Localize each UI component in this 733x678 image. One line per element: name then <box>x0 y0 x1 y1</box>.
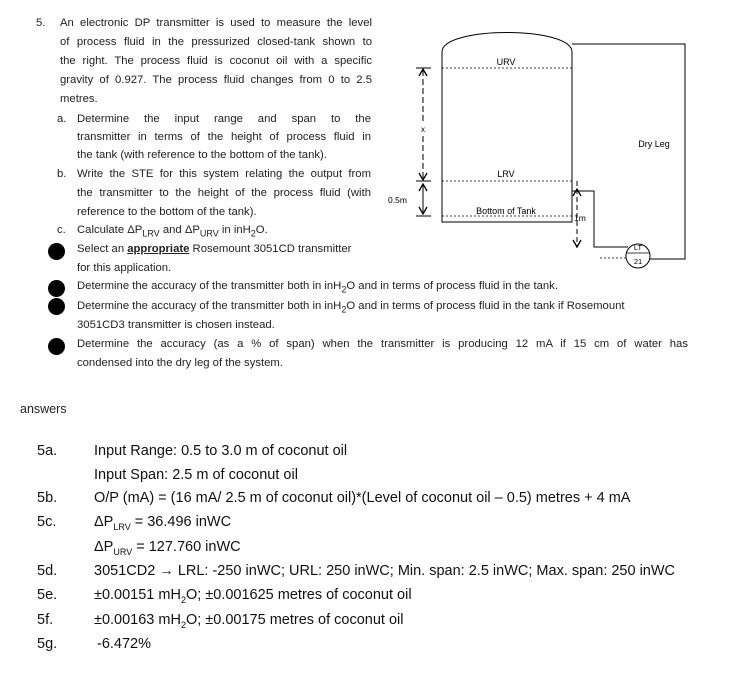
answer-label: 5g. <box>37 636 58 652</box>
lt-tag: LT <box>633 243 643 252</box>
part-b-line: the transmitter to the height of the process fluid (with <box>77 187 371 199</box>
dry-leg-line <box>572 44 685 259</box>
answers-heading: answers <box>20 402 67 416</box>
part-d-line1: Select an appropriate Rosemount 3051CD transmitter <box>77 243 352 255</box>
dry-leg-label: Dry Leg <box>638 139 670 149</box>
half-m-label: 0.5m <box>388 195 407 205</box>
answer-label: 5f. <box>37 612 54 628</box>
answer-label: 5d. <box>37 563 58 579</box>
one-m-label: 1m <box>574 213 586 223</box>
intro-line: the right. The process fluid is coconut oil with a specific <box>60 55 372 67</box>
x-label: x <box>421 125 425 134</box>
answer-5a-line1: Input Range: 0.5 to 3.0 m of coconut oil <box>94 443 348 459</box>
part-a-line: the tank (with reference to the bottom of the tank). <box>77 149 327 161</box>
bullet-g <box>48 338 65 355</box>
intro-line: An electronic DP transmitter is used to measure the level <box>60 17 372 29</box>
part-b-line: reference to the bottom of the tank). <box>77 206 257 218</box>
answer-5e: ±0.00151 $mH_2O$; ±0.001625 metres of coconut oil <box>94 587 412 605</box>
part-d-line2: for this application. <box>77 262 172 274</box>
answer-label: 5b. <box>37 490 58 506</box>
answer-5a-line2: Input Span: 2.5 m of coconut oil <box>94 467 298 483</box>
part-b-line: Write the STE for this system relating the output from <box>77 168 371 180</box>
answer-label: 5a. <box>37 443 58 459</box>
part-a-line: Determine the input range and span to the <box>77 113 371 125</box>
intro-line: metres. <box>60 93 98 105</box>
answer-5g: -6.472% <box>97 636 152 652</box>
bullet-f <box>48 298 65 315</box>
question-number: 5. <box>36 17 46 29</box>
part-b-letter: b. <box>57 168 67 180</box>
intro-line: of process fluid in the pressurized closed-tank shown to <box>60 36 372 48</box>
answer-5c-line2: $\Delta P_{URV} = 127.760$ inWC <box>94 539 241 557</box>
bottom-label: Bottom of Tank <box>476 206 536 216</box>
lt-number: 21 <box>633 257 643 266</box>
intro-line: gravity of 0.927. The process fluid changes from 0 to 2.5 <box>60 74 372 86</box>
bullet-e <box>48 280 65 297</box>
urv-label: URV <box>496 57 516 67</box>
answer-5f: ±0.00163 $mH_2O$; ±0.00175 metres of coconut oil <box>94 612 404 630</box>
lrv-label: LRV <box>497 169 515 179</box>
part-a-line: transmitter in terms of the height of process fluid in <box>77 131 371 143</box>
bullet-d <box>48 243 65 260</box>
part-e-text: Determine the accuracy of the transmitter both in inH$_2$O and in terms of process fluid in the tank. <box>77 280 558 295</box>
answer-label: 5e. <box>37 587 58 603</box>
part-f-text: Determine the accuracy of the transmitter both in inH$_2$O and in terms of process fluid in the tank if Rosemount <box>77 300 625 315</box>
answer-5c-line1: $\Delta P_{LRV} = 36.496$ inWC <box>94 514 232 532</box>
part-c-text: Calculate $\Delta P_{LRV}$ and $\Delta P_{URV}$ in inH$_2$O. <box>77 224 268 239</box>
part-a-letter: a. <box>57 113 67 125</box>
part-c-letter: c. <box>57 224 66 236</box>
answer-5b: O/P (mA) = (16 mA/ 2.5 m of coconut oil)*(Level of coconut oil – 0.5) metres + 4 mA <box>94 490 631 506</box>
answer-label: 5c. <box>37 514 57 530</box>
part-f-line2: 3051CD3 transmitter is chosen instead. <box>77 319 275 331</box>
part-g-line2: condensed into the dry leg of the system. <box>77 357 283 369</box>
part-g-line1: Determine the accuracy (as a % of span) when the transmitter is producing 12 mA if 15 cm of water has <box>77 338 688 350</box>
answer-5d: 3051CD2 → LRL: -250 inWC; URL: 250 inWC; Min. span: 2.5 inWC; Max. span: 250 inWC <box>94 563 676 579</box>
tank-diagram <box>380 10 720 285</box>
